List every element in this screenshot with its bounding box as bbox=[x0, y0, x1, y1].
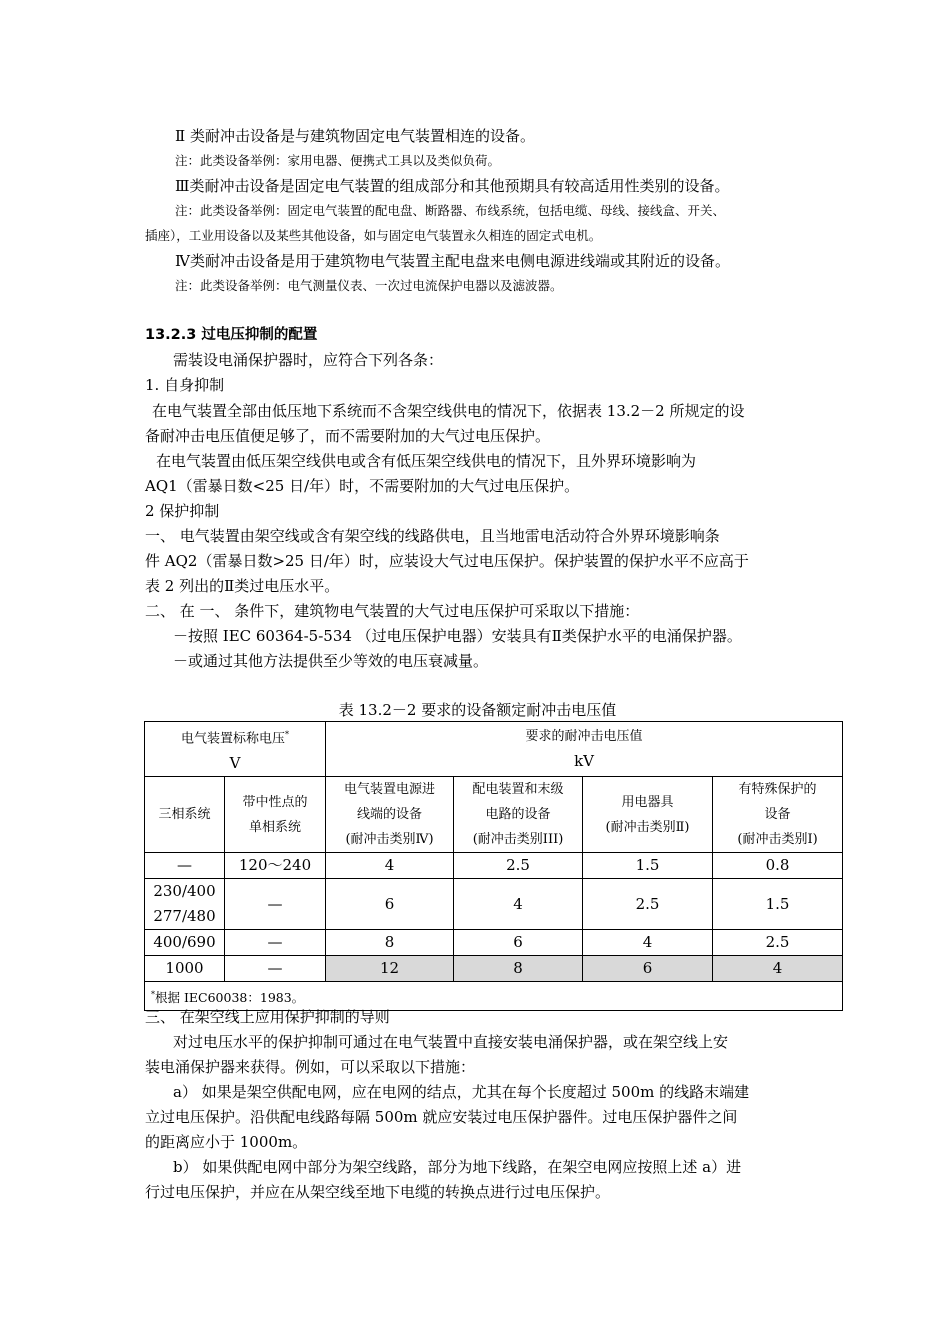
cell-single-phase: — bbox=[225, 879, 326, 930]
clause-one-line3: 表 2 列出的Ⅱ类过电压水平。 bbox=[145, 577, 340, 595]
table-caption: 表 13.2－2 要求的设备额定耐冲击电压值 bbox=[338, 701, 617, 719]
cell-cat-iii: 8 bbox=[454, 956, 583, 982]
item-a-line2: 立过电压保护。沿供配电线路每隔 500m 就应安装过电压保护器件。过电压保护器件之间 bbox=[145, 1108, 738, 1126]
table-row bbox=[145, 956, 843, 982]
cell-cat-ii: 2.5 bbox=[583, 879, 713, 930]
cell-cat-iv: 6 bbox=[326, 879, 454, 930]
guideline-line1: 对过电压水平的保护抑制可通过在电气装置中直接安装电涌保护器，或在架空线上安 bbox=[173, 1033, 729, 1051]
class-ii-note: 注：此类设备举例：家用电器、便携式工具以及类似负荷。 bbox=[175, 153, 501, 168]
cell-cat-ii: 6 bbox=[583, 956, 713, 982]
class-iii-note-line1: 注：此类设备举例：固定电气装置的配电盘、断路器、布线系统，包括电缆、母线、接线盒、开关、 bbox=[175, 203, 726, 218]
cell-cat-i: 1.5 bbox=[713, 879, 843, 930]
cell-single-phase: — bbox=[225, 956, 326, 982]
table-header-row bbox=[145, 722, 843, 777]
table-footnote: *根据 IEC60038：1983。 bbox=[145, 982, 843, 1011]
clause-two: 二、 在 一、 条件下，建筑物电气装置的大气过电压保护可采取以下措施： bbox=[145, 602, 640, 620]
clause-one-line1: 一、 电气装置由架空线或含有架空线的线路供电，且当地雷电活动符合外界环境影响条 bbox=[145, 527, 720, 545]
cell-cat-iv: 4 bbox=[326, 853, 454, 879]
header-nominal-voltage: 电气装置标称电压* V bbox=[145, 722, 326, 777]
paragraph-underground-line2: 备耐冲击电压值便足够了，而不需要附加的大气过电压保护。 bbox=[145, 427, 551, 445]
cell-cat-iv: 8 bbox=[326, 930, 454, 956]
impulse-voltage-table bbox=[144, 721, 843, 1011]
cell-cat-iii: 4 bbox=[454, 879, 583, 930]
cell-cat-iii: 6 bbox=[454, 930, 583, 956]
cell-three-phase: 400/690 bbox=[145, 930, 225, 956]
cell-cat-i: 4 bbox=[713, 956, 843, 982]
paragraph-overhead-line2: AQ1（雷暴日数<25 日/年）时，不需要附加的大气过电压保护。 bbox=[145, 477, 580, 495]
cell-three-phase: 230/400 277/480 bbox=[145, 879, 225, 930]
class-iv-definition: Ⅳ类耐冲击设备是用于建筑物电气装置主配电盘来电侧电源进线端或其附近的设备。 bbox=[175, 252, 730, 270]
cell-three-phase: — bbox=[145, 853, 225, 879]
item-b-line2: 行过电压保护，并应在从架空线至地下电缆的转换点进行过电压保护。 bbox=[145, 1183, 611, 1201]
col-three-phase: 三相系统 bbox=[145, 777, 225, 853]
class-iv-note: 注：此类设备举例：电气测量仪表、一次过电流保护电器以及滤波器。 bbox=[175, 278, 563, 293]
cell-cat-i: 2.5 bbox=[713, 930, 843, 956]
cell-cat-iii: 2.5 bbox=[454, 853, 583, 879]
class-iii-definition: Ⅲ类耐冲击设备是固定电气装置的组成部分和其他预期具有较高适用性类别的设备。 bbox=[175, 177, 730, 195]
col-category-iii: 配电装置和末级 电路的设备 (耐冲击类别III) bbox=[454, 777, 583, 853]
measure-spd: －按照 IEC 60364-5-534 （过电压保护电器）安装具有Ⅱ类保护水平的电涌保护器。 bbox=[173, 627, 742, 645]
cell-single-phase: — bbox=[225, 930, 326, 956]
col-category-iv: 电气装置电源进 线端的设备 (耐冲击类别Ⅳ) bbox=[326, 777, 454, 853]
section-heading: 13.2.3 过电压抑制的配置 bbox=[145, 327, 318, 343]
col-category-ii: 用电器具 (耐冲击类别Ⅱ) bbox=[583, 777, 713, 853]
item-a-line3: 的距离应小于 1000m。 bbox=[145, 1133, 308, 1151]
item-self-suppression: 1. 自身抑制 bbox=[145, 376, 225, 394]
item-b-line1: b） 如果供配电网中部分为架空线路，部分为地下线路，在架空电网应按照上述 a）进 bbox=[173, 1158, 742, 1176]
paragraph-underground-line1: 在电气装置全部由低压地下系统而不含架空线供电的情况下，依据表 13.2－2 所规定的设 bbox=[152, 402, 745, 420]
measure-other: －或通过其他方法提供至少等效的电压衰减量。 bbox=[173, 652, 489, 670]
table-row bbox=[145, 853, 843, 879]
cell-cat-ii: 1.5 bbox=[583, 853, 713, 879]
section-intro: 需装设电涌保护器时，应符合下列各条： bbox=[173, 351, 444, 369]
table-subheader-row bbox=[145, 777, 843, 853]
class-iii-note-line2: 插座），工业用设备以及某些其他设备，如与固定电气装置永久相连的固定式电机。 bbox=[145, 228, 602, 243]
cell-cat-iv: 12 bbox=[326, 956, 454, 982]
col-single-phase: 带中性点的 单相系统 bbox=[225, 777, 326, 853]
class-ii-definition: Ⅱ 类耐冲击设备是与建筑物固定电气装置相连的设备。 bbox=[175, 127, 535, 145]
header-required-voltage: 要求的耐冲击电压值 kV bbox=[326, 722, 843, 777]
clause-three: 三、 在架空线上应用保护抑制的导则 bbox=[145, 1008, 390, 1026]
table-row bbox=[145, 879, 843, 930]
cell-cat-i: 0.8 bbox=[713, 853, 843, 879]
guideline-line2: 装电涌保护器来获得。例如，可以采取以下措施： bbox=[145, 1058, 476, 1076]
col-category-i: 有特殊保护的 设备 (耐冲击类别Ⅰ) bbox=[713, 777, 843, 853]
item-protective-suppression: 2 保护抑制 bbox=[145, 502, 220, 520]
clause-one-line2: 件 AQ2（雷暴日数>25 日/年）时，应装设大气过电压保护。保护装置的保护水平不应高于 bbox=[145, 552, 749, 570]
cell-single-phase: 120～240 bbox=[225, 853, 326, 879]
item-a-line1: a） 如果是架空供配电网，应在电网的结点，尤其在每个长度超过 500m 的线路末端建 bbox=[173, 1083, 750, 1101]
cell-three-phase: 1000 bbox=[145, 956, 225, 982]
cell-cat-ii: 4 bbox=[583, 930, 713, 956]
paragraph-overhead-line1: 在电气装置由低压架空线供电或含有低压架空线供电的情况下，且外界环境影响为 bbox=[156, 452, 697, 470]
table-row bbox=[145, 930, 843, 956]
